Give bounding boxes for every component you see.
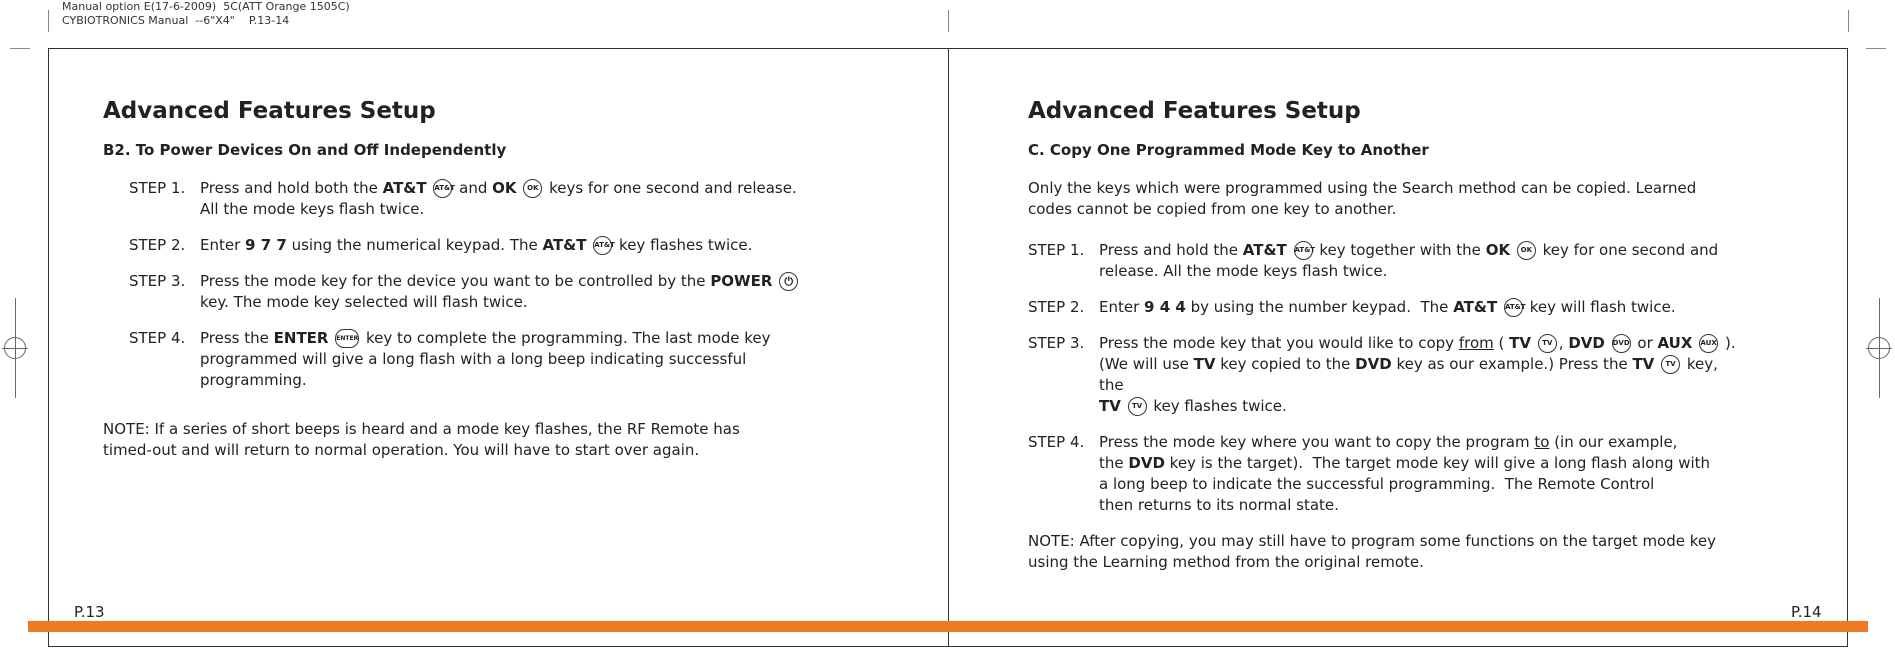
step-text: Press and hold the AT&T AT&T key together with the OK OK key for one second and release. All the mode keys flash twice.	[1099, 241, 1719, 280]
enter-key-icon: ENTER	[335, 329, 359, 348]
step-label: STEP 1.	[1028, 241, 1085, 259]
step-text: Press the ENTER ENTER key to complete the programming. The last mode key programmed will give a long flash with a long beep indicating successful programming.	[200, 329, 771, 389]
page-title: Advanced Features Setup	[103, 98, 436, 124]
step-text: Press the mode key for the device you want to be controlled by the POWER ⏻ key. The mode key selected will flash twice.	[200, 271, 813, 313]
step-label: STEP 2.	[129, 236, 186, 254]
att-key-icon: AT&T	[1294, 241, 1313, 260]
att-key-icon: AT&T	[1504, 298, 1523, 317]
crop-tick	[948, 10, 949, 32]
tv-key-icon: TV	[1128, 397, 1147, 416]
page-number-right: P.14	[1791, 603, 1822, 621]
step-item	[129, 271, 813, 313]
section-heading: B2. To Power Devices On and Off Independently	[103, 141, 507, 159]
att-key-icon: AT&T	[593, 236, 612, 255]
page-number-left: P.13	[74, 603, 105, 621]
left-page	[103, 96, 813, 481]
step-label: STEP 3.	[1028, 334, 1085, 352]
note-text: NOTE: If a series of short beeps is heard and a mode key flashes, the RF Remote has timed-out and will return to normal operation. You will have to start over again.	[103, 420, 740, 459]
step-item	[1028, 333, 1738, 417]
page-title: Advanced Features Setup	[1028, 98, 1361, 124]
step-text: Press the mode key where you want to copy the program to (in our example, the DVD key is the target). The target mode key will give a long flash along with a long beep to indicate the successful programming. The Remote Control then returns to its normal state.	[1099, 433, 1711, 514]
print-info-line-1: Manual option E(17-6-2009) 5C(ATT Orange 1505C)	[62, 0, 350, 13]
ok-key-icon: OK	[523, 179, 542, 198]
intro-text: Only the keys which were programmed using the Search method can be copied. Learned codes cannot be copied from one key to another.	[1028, 179, 1697, 218]
aux-key-icon: AUX	[1699, 334, 1718, 353]
registration-mark	[4, 337, 26, 359]
note-text: NOTE: After copying, you may still have to program some functions on the target mode key using the Learning method from the original remote.	[1028, 532, 1717, 571]
crop-tick	[10, 48, 30, 49]
power-key-icon: ⏻	[779, 272, 798, 291]
step-text: Press the mode key that you would like to copy from ( TV TV , DVD DVD or AUX AUX ). (We will use TV key copied to the DVD key as our example.) Press the TV TV key, the TV TV key flashes twice.	[1099, 334, 1736, 415]
print-info-line-2: CYBIOTRONICS Manual --6"X4" P.13-14	[62, 14, 290, 27]
accent-bar	[28, 621, 1868, 632]
step-item	[1028, 297, 1738, 318]
crop-tick	[1866, 48, 1886, 49]
page-divider	[948, 48, 949, 647]
step-item	[1028, 240, 1738, 282]
step-item	[129, 178, 813, 220]
step-text: Enter 9 4 4 by using the number keypad. The AT&T AT&T key will flash twice.	[1099, 298, 1676, 316]
step-item	[1028, 432, 1738, 516]
crop-tick	[1848, 10, 1849, 32]
step-text: Press and hold both the AT&T AT&T and OK OK keys for one second and release. All the mode keys flash twice.	[200, 179, 797, 218]
step-label: STEP 4.	[1028, 433, 1085, 451]
dvd-key-icon: DVD	[1612, 334, 1631, 353]
tv-key-icon: TV	[1538, 334, 1557, 353]
step-label: STEP 3.	[129, 272, 186, 290]
step-label: STEP 1.	[129, 179, 186, 197]
att-key-icon: AT&T	[433, 179, 452, 198]
step-item	[129, 235, 813, 256]
crop-tick	[48, 10, 49, 32]
step-label: STEP 4.	[129, 329, 186, 347]
section-heading: C. Copy One Programmed Mode Key to Another	[1028, 141, 1429, 159]
tv-key-icon: TV	[1661, 355, 1680, 374]
registration-mark	[1868, 337, 1890, 359]
right-page	[1028, 96, 1738, 593]
ok-key-icon: OK	[1517, 241, 1536, 260]
step-text: Enter 9 7 7 using the numerical keypad. The AT&T AT&T key flashes twice.	[200, 236, 753, 254]
step-item	[129, 328, 813, 391]
step-label: STEP 2.	[1028, 298, 1085, 316]
